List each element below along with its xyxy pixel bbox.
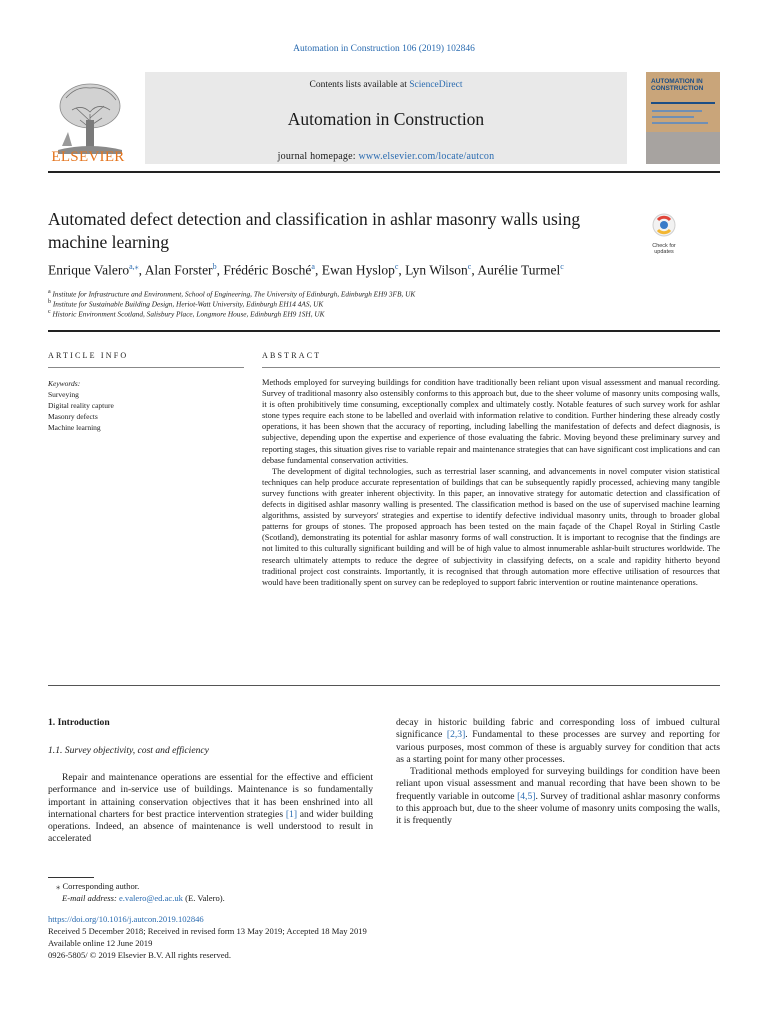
affiliation-c [48, 309, 325, 318]
abstract-divider [48, 685, 720, 686]
keywords-label: Keywords: [48, 379, 81, 388]
header-divider [48, 171, 720, 173]
author-separator: , [138, 262, 145, 278]
doi-link[interactable]: https://doi.org/10.1016/j.autcon.2019.102846 [48, 914, 204, 924]
author-affiliation-mark[interactable]: b [212, 262, 217, 271]
section-heading-introduction: 1. Introduction [48, 717, 110, 728]
body-paragraph [396, 717, 720, 766]
cover-text-line [652, 110, 702, 112]
affiliation-text: Institute for Sustainable Building Design, Heriot-Watt University, Edinburgh EH14 4AS, UK [52, 299, 324, 309]
author-name[interactable]: Ewan Hyslop [321, 262, 395, 278]
sciencedirect-link[interactable]: ScienceDirect [409, 80, 463, 90]
article-title-line1: Automated defect detection and classification in ashlar masonry walls using [48, 209, 581, 229]
author-name[interactable]: Lyn Wilson [405, 262, 468, 278]
article-info-heading: ARTICLE INFO [48, 351, 129, 360]
affiliation-mark: c [48, 309, 51, 315]
journal-homepage [145, 151, 627, 162]
author-separator: , [314, 262, 322, 278]
body-paragraph [48, 772, 373, 846]
homepage-link[interactable]: www.elsevier.com/locate/autcon [358, 151, 495, 162]
citation-link[interactable]: [4,5] [517, 790, 536, 802]
body-text: . Survey of traditional ashlar masonry conforms to this approach but, due to the sheer volume of masonry units composing the walls, it is frequently [396, 790, 720, 827]
abstract-body [262, 377, 720, 588]
email-label: E-mail address: [62, 893, 119, 903]
citation-link[interactable]: [2,3] [446, 729, 466, 741]
abstract-heading: ABSTRACT [262, 351, 322, 360]
subsection-heading: 1.1. Survey objectivity, cost and efficiency [48, 745, 209, 756]
check-for-updates-badge[interactable] [646, 212, 682, 255]
check-for-updates-icon [646, 212, 682, 238]
affiliations-divider [48, 330, 720, 332]
body-text: . Fundamental to these processes are survey and reporting for various purposes, most common of these is arguably survey for condition that acts as a starting point for many other processes. [396, 729, 720, 765]
available-online: Available online 12 June 2019 [48, 938, 153, 948]
body-text: Traditional methods employed for surveying buildings for condition have been reliant upon visual assessment and manual recording that have been shown to be frequently variable in outcome [396, 766, 720, 802]
abstract-paragraph: Methods employed for surveying buildings for condition have traditionally been reliant upon visual assessment and manual recording. Survey of traditional masonry also ostensibly conforms to this approach but, due to the sheer volume of masonry units composing walls, it is often prohibitively time consuming, exceptionally complex and ultimately costly. Notable features of such survey work for ashlar stone types require each stone to be labelled and overlaid with information relative to condition. Further hindering these already costly operations, it has been shown that the accuracy of reporting, including labelling the manifestation of defects and defect diagnosis, is subjective, depending upon the expertise and experience of those evaluating the fabric. Moving beyond these preliminary survey and reporting stages, this situation gives rise to variable repair and maintenance strategies that can have significant cost implications and can debase fundamental conservation activities. [262, 378, 720, 465]
email-link[interactable]: e.valero@ed.ac.uk [118, 893, 183, 903]
received-dates: Received 5 December 2018; Received in revised form 13 May 2019; Accepted 18 May 2019 [48, 926, 367, 936]
keyword-item: Machine learning [48, 423, 101, 432]
affiliation-mark: b [48, 299, 51, 305]
author-affiliation-mark[interactable]: c [467, 262, 472, 271]
author-separator: , [471, 262, 478, 278]
body-text: and wider building operations. Indeed, an absence of maintenance is well understood to result in accelerated [48, 808, 374, 845]
cover-photo [646, 132, 720, 164]
body-text: Repair and maintenance operations are essential for the effective and efficient performance and in-service use of buildings. Maintenance is so fundamentally important in attaining conservation objectives that it has been enshrined into all international charters for best practice intervention strategies [48, 772, 373, 820]
keyword-item: Masonry defects [48, 412, 98, 421]
keyword-item: Surveying [48, 390, 79, 399]
journal-reference-link[interactable]: Automation in Construction 106 (2019) 102846 [293, 44, 475, 54]
email-suffix: (E. Valero). [182, 893, 225, 903]
article-title-line2: machine learning [48, 232, 169, 252]
cover-rule [651, 102, 715, 104]
copyright: 0926-5805/ © 2019 Elsevier B.V. All rights reserved. [48, 950, 231, 960]
article-info-rule [48, 367, 244, 368]
affiliation-a [48, 289, 415, 298]
corresponding-author-note: ⁎ Corresponding author. [56, 881, 140, 891]
abstract-paragraph: The development of digital technologies, such as terrestrial laser scanning, and advancements in novel computer vision statistical techniques can help produce accurate representation of buildings that can be subsequently rapidly processed, achieving many tangible survey functions with greater inherent objectivity. In this paper, an innovative strategy for automatic detection and classification of defects in digitised ashlar masonry walling is presented. The classification method is based on the use of supervised machine learning algorithms, assisted by surveyors' strategies and expertise to identify defective individual masonry units, through to broader global patterns for groups of stones. The proposed approach has been tested on the main façade of the Chapel Royal in Stirling Castle (Scotland), demonstrating its potential for ashlar masonry forms of wall construction. It is important to recognise that the findings are not limited to this culturally significant building and will be of high value to almost innumerable ashlar-built structures worldwide. The research ultimately attempts to reduce the degree of subjectivity in classifying defects, on a scale and rapidity hitherto beyond traditional project cost constraints. Importantly, it is recognised that through automation more effective utilisation of resources that would have been traditionally spent on survey can be redeployed to support fabric intervention or routine maintenance operations. [262, 466, 720, 587]
body-left-column [48, 772, 373, 846]
check-for-updates-label: Check for updates [652, 243, 676, 255]
footnote-rule [48, 877, 94, 878]
author-affiliation-mark[interactable]: c [560, 262, 564, 271]
author-separator: , [398, 262, 406, 278]
author-separator: , [216, 262, 224, 278]
affiliation-text: Institute for Infrastructure and Environment, School of Engineering, The University of Edinburgh, Edinburgh EH9 3FB, UK [52, 289, 416, 299]
affiliation-mark: a [48, 289, 51, 295]
journal-title: Automation in Construction [287, 109, 485, 129]
article-title [48, 208, 638, 254]
cover-text-line [652, 116, 694, 118]
author-name[interactable]: Alan Forster [144, 262, 213, 278]
body-right-column [396, 717, 720, 828]
keyword-item: Digital reality capture [48, 401, 114, 410]
author-name[interactable]: Enrique Valero [48, 262, 130, 278]
citation-link[interactable]: [1] [285, 808, 298, 820]
contents-prefix: Contents lists available at [309, 80, 410, 90]
cover-title: AUTOMATION IN CONSTRUCTION [651, 78, 704, 92]
cover-text-line [652, 122, 708, 124]
author-name[interactable]: Frédéric Bosché [223, 262, 312, 278]
contents-line [145, 80, 627, 90]
body-text: decay in historic building fabric and corresponding loss of imbued cultural significance [396, 717, 720, 741]
email-line [62, 893, 225, 904]
journal-cover-image[interactable] [646, 72, 720, 164]
homepage-label: journal homepage: [277, 151, 359, 162]
affiliation-b [48, 299, 323, 308]
author-affiliation-mark[interactable]: a,⁎ [129, 262, 139, 271]
elsevier-wordmark: ELSEVIER [51, 149, 125, 165]
affiliation-text: Historic Environment Scotland, Salisbury Place, Longmore House, Edinburgh EH9 1SH, UK [52, 309, 325, 319]
author-name[interactable]: Aurélie Turmel [477, 262, 561, 278]
author-affiliation-mark[interactable]: a [311, 262, 315, 271]
body-paragraph [396, 766, 720, 827]
author-list [48, 262, 720, 279]
author-affiliation-mark[interactable]: c [394, 262, 399, 271]
abstract-rule [262, 367, 720, 368]
